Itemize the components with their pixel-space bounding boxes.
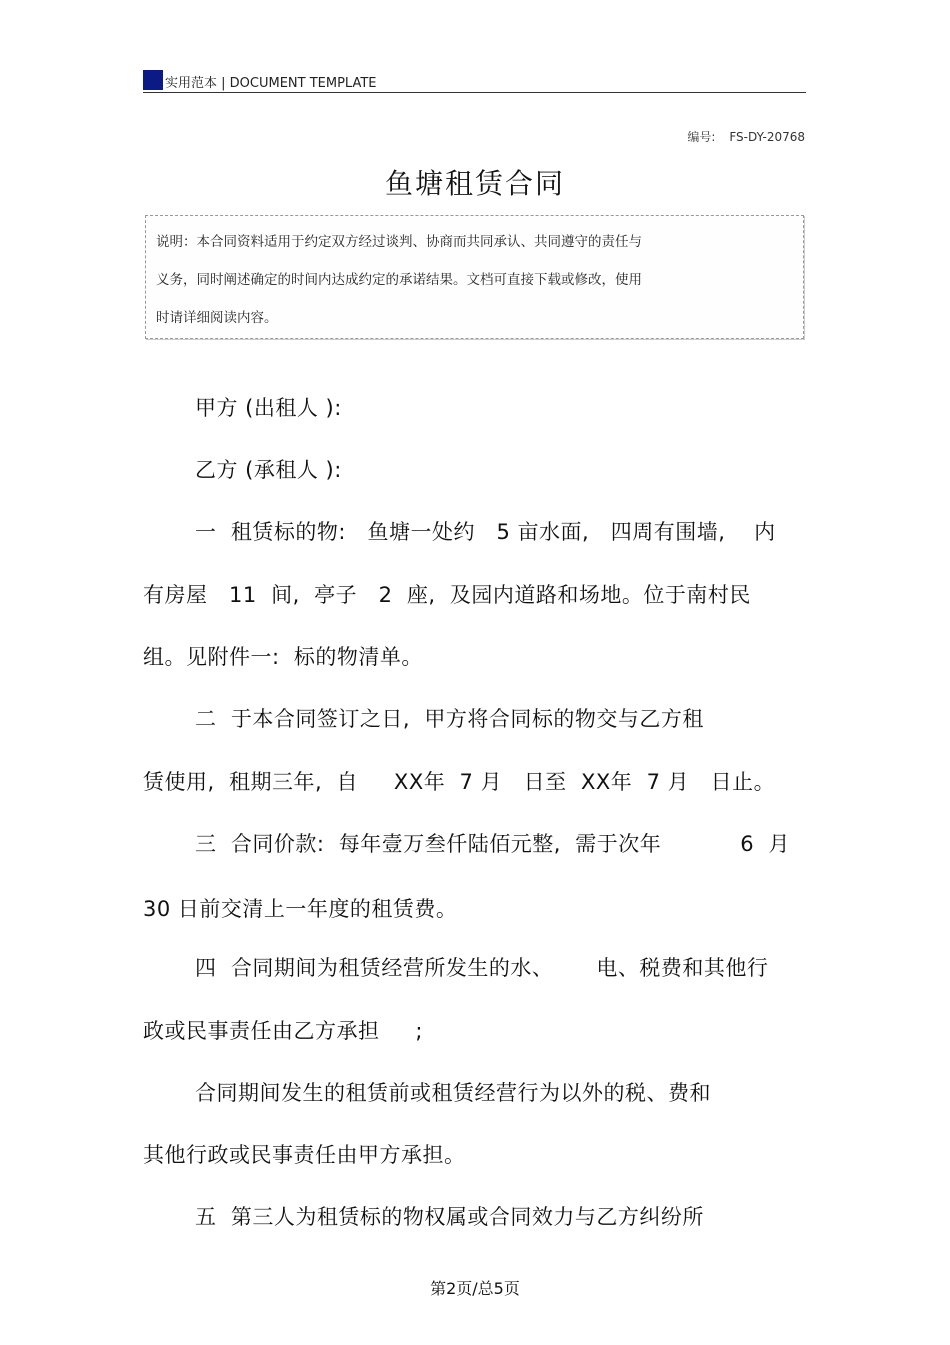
brand-logo-square — [143, 70, 163, 90]
description-line-3: 时请详细阅读内容。 — [156, 310, 278, 326]
clause-2-line-2: 赁使用, 租期三年, 自 XX年 7 月 日至 XX年 7 月 日止。 — [143, 770, 776, 794]
clause-1-line-1: 一 租赁标的物: 鱼塘一处约 5 亩水面, 四周有围墙, 内 — [195, 520, 776, 544]
document-number-value: FS-DY-20768 — [729, 130, 805, 144]
document-number — [687, 128, 805, 145]
header-brand-text: 实用范本 | DOCUMENT TEMPLATE — [165, 76, 377, 91]
party-a-line: 甲方 (出租人 ): — [195, 396, 342, 420]
clause-1-line-2: 有房屋 11 间, 亭子 2 座, 及园内道路和场地。位于南村民 — [143, 583, 751, 607]
description-box — [145, 215, 804, 339]
clause-3-line-1: 三 合同价款: 每年壹万叁仟陆佰元整, 需于次年 6 月 — [195, 832, 790, 856]
party-b-line: 乙方 (承租人 ): — [195, 458, 342, 482]
document-title: 鱼塘租赁合同 — [384, 167, 565, 200]
description-line-2: 义务，同时阐述确定的时间内达成约定的承诺结果。文档可直接下载或修改，使用 — [156, 272, 642, 288]
page-footer: 第2页/总5页 — [430, 1279, 520, 1298]
document-number-label: 编号: — [687, 130, 716, 144]
description-line-1: 说明：本合同资料适用于约定双方经过谈判、协商而共同承认、共同遵守的责任与 — [156, 234, 642, 250]
page-header — [143, 68, 806, 93]
clause-4-line-2: 政或民事责任由乙方承担 ; — [143, 1019, 423, 1043]
clause-4-line-3: 合同期间发生的租赁前或租赁经营行为以外的税、费和 — [195, 1081, 711, 1105]
clause-2-line-1: 二 于本合同签订之日, 甲方将合同标的物交与乙方租 — [195, 707, 704, 731]
clause-4-line-1: 四 合同期间为租赁经营所发生的水、 电、税费和其他行 — [195, 956, 769, 980]
clause-1-line-3: 组。见附件一: 标的物清单。 — [143, 645, 423, 669]
clause-4-line-4: 其他行政或民事责任由甲方承担。 — [143, 1143, 466, 1167]
clause-5-line-1: 五 第三人为租赁标的物权属或合同效力与乙方纠纷所 — [195, 1205, 704, 1229]
clause-3-line-2: 30 日前交清上一年度的租赁费。 — [143, 897, 458, 921]
